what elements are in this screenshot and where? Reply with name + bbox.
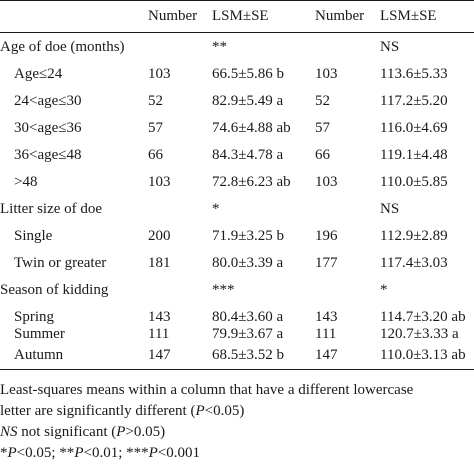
section-sig-litter-1: *	[212, 201, 220, 217]
row-number-1: 147	[148, 347, 171, 363]
row-lsm-2: 120.7±3.33 a	[380, 326, 459, 342]
row-lsm-2: 117.2±5.20	[380, 93, 448, 109]
row-lsm-2: 112.9±2.89	[380, 228, 448, 244]
footnote-p-symbol: P	[195, 403, 205, 419]
footnote-text: Least-squares means within a column that have a different lowercase	[0, 382, 414, 398]
header-number-1: Number	[148, 8, 198, 24]
footnote-text: not significant (	[17, 424, 117, 440]
row-number-1: 52	[148, 93, 163, 109]
footnote-ns	[0, 422, 474, 443]
row-number-1: 103	[148, 66, 171, 82]
footnote-text: <0.05; **	[16, 445, 75, 461]
row-lsm-1: 80.4±3.60 a	[212, 309, 284, 325]
footnote-asterisks	[0, 443, 474, 464]
row-lsm-2: 114.7±3.20 ab	[380, 309, 466, 325]
row-lsm-1: 71.9±3.25 b	[212, 228, 284, 244]
row-lsm-2: 110.0±3.13 ab	[380, 347, 466, 363]
row-number-1: 181	[148, 255, 171, 271]
footnote-text: *	[0, 445, 8, 461]
row-number-2: 111	[315, 326, 337, 342]
table-top-rule	[0, 0, 474, 1]
row-label: >48	[14, 174, 38, 190]
section-title-season: Season of kidding	[0, 282, 109, 298]
header-lsm-2: LSM±SE	[380, 8, 437, 24]
footnote-p-symbol: P	[148, 445, 158, 461]
footnote-lowercase-letter	[0, 380, 474, 401]
section-sig-season-2: *	[380, 282, 388, 298]
footnote-text: letter are significantly different (	[0, 403, 196, 419]
footnote-text: <0.01; ***	[83, 445, 149, 461]
row-lsm-1: 68.5±3.52 b	[212, 347, 284, 363]
row-number-1: 143	[148, 309, 171, 325]
row-lsm-2: 119.1±4.48	[380, 147, 448, 163]
row-lsm-1: 66.5±5.86 b	[212, 66, 284, 82]
section-title-age: Age of doe (months)	[0, 39, 125, 55]
row-lsm-2: 110.0±5.85	[380, 174, 448, 190]
row-lsm-2: 116.0±4.69	[380, 120, 448, 136]
row-number-1: 200	[148, 228, 171, 244]
row-lsm-1: 74.6±4.88 ab	[212, 120, 291, 136]
section-sig-age-1: **	[212, 39, 227, 55]
row-label: Age≤24	[14, 66, 63, 82]
row-number-2: 57	[315, 120, 330, 136]
row-label: Spring	[14, 309, 55, 325]
row-label: Summer	[14, 326, 65, 342]
header-lsm-1: LSM±SE	[212, 8, 269, 24]
footnote-ns-symbol: NS	[0, 424, 18, 440]
row-lsm-2: 117.4±3.03	[380, 255, 448, 271]
header-number-2: Number	[315, 8, 365, 24]
row-lsm-1: 79.9±3.67 a	[212, 326, 284, 342]
row-label: 36<age≤48	[14, 147, 82, 163]
row-number-2: 52	[315, 93, 330, 109]
footnote-p-symbol: P	[74, 445, 84, 461]
table-bottom-rule	[0, 369, 474, 370]
row-label: Single	[14, 228, 53, 244]
row-lsm-1: 84.3±4.78 a	[212, 147, 284, 163]
row-number-2: 177	[315, 255, 338, 271]
table-footnotes	[0, 380, 474, 464]
footnote-significance	[0, 401, 474, 422]
row-number-2: 196	[315, 228, 338, 244]
row-lsm-1: 82.9±5.49 a	[212, 93, 284, 109]
row-number-1: 103	[148, 174, 171, 190]
row-number-2: 147	[315, 347, 338, 363]
section-sig-litter-2: NS	[380, 201, 400, 217]
header-rule	[0, 32, 474, 33]
row-label: Autumn	[14, 347, 64, 363]
footnote-p-symbol: P	[7, 445, 17, 461]
row-lsm-1: 80.0±3.39 a	[212, 255, 284, 271]
footnote-text: >0.05)	[125, 424, 166, 440]
row-number-1: 111	[148, 326, 170, 342]
row-number-2: 103	[315, 174, 338, 190]
section-title-litter: Litter size of doe	[0, 201, 103, 217]
section-sig-age-2: NS	[380, 39, 400, 55]
row-number-2: 143	[315, 309, 338, 325]
section-sig-season-1: ***	[212, 282, 235, 298]
row-number-1: 66	[148, 147, 163, 163]
row-lsm-2: 113.6±5.33	[380, 66, 448, 82]
row-number-2: 103	[315, 66, 338, 82]
row-label: 24<age≤30	[14, 93, 82, 109]
row-label: Twin or greater	[14, 255, 107, 271]
footnote-text: <0.05)	[204, 403, 245, 419]
footnote-text: <0.001	[157, 445, 201, 461]
footnote-p-symbol: P	[116, 424, 126, 440]
row-lsm-1: 72.8±6.23 ab	[212, 174, 291, 190]
row-label: 30<age≤36	[14, 120, 82, 136]
row-number-1: 57	[148, 120, 163, 136]
row-number-2: 66	[315, 147, 330, 163]
